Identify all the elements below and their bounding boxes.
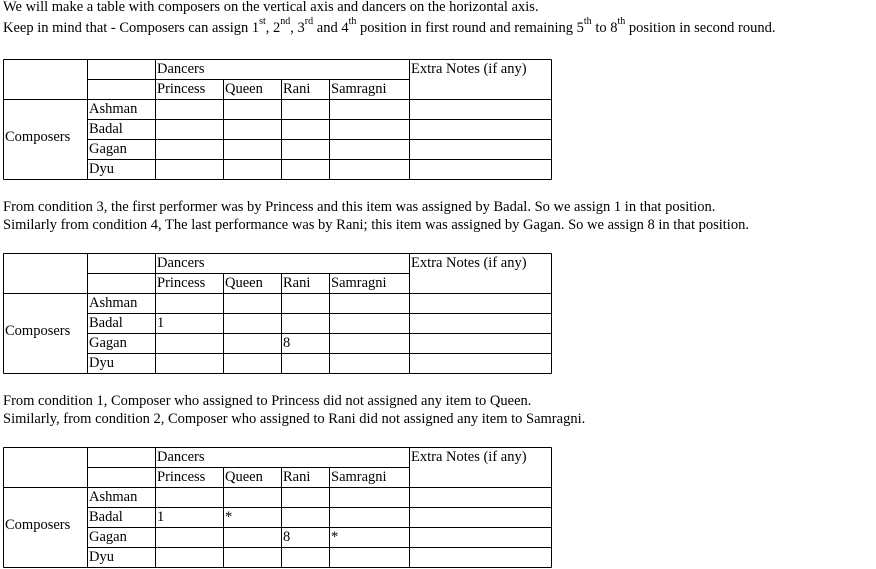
cell-badal-princess: 1 [157,315,165,331]
composers-label: Composers [5,129,71,145]
dancer-princess: Princess [157,275,206,291]
composer-ashman: Ashman [89,489,138,505]
composer-ashman: Ashman [89,101,138,117]
para-3-line-1: From condition 1, Composer who assigned to Princess did not assigned any item to Queen. [3,393,532,409]
dancer-rani: Rani [283,469,311,485]
composer-ashman: Ashman [89,295,138,311]
composers-label: Composers [5,517,71,533]
intro-line-2-a: Keep in mind that - Composers can assign 1 [3,20,260,36]
sup-th-3: th [617,16,626,27]
table-grid-lines [3,59,553,181]
sup-st: st [259,16,266,27]
composer-dyu: Dyu [89,161,114,177]
sup-th-1: th [348,16,357,27]
sup-rd: rd [304,16,314,27]
dancer-princess: Princess [157,81,206,97]
table-grid-lines [3,447,553,569]
composer-badal: Badal [89,315,123,331]
intro-line-2-f: to 8 [591,20,618,36]
composer-gagan: Gagan [89,141,127,157]
dancers-header: Dancers [157,61,205,77]
intro-line-2-b: , 2 [265,20,281,36]
dancer-rani: Rani [283,81,311,97]
sup-th-2: th [583,16,592,27]
intro-line-2 [3,16,776,36]
dancer-rani: Rani [283,275,311,291]
dancer-queen: Queen [225,81,263,97]
cell-gagan-samragni: * [331,529,339,545]
dancer-samragni: Samragni [331,469,387,485]
composer-badal: Badal [89,121,123,137]
table-grid-lines [3,253,553,375]
para-2-line-2: Similarly from condition 4, The last performance was by Rani; this item was assigned by Gagan. So we assign 8 in that position. [3,217,749,233]
cell-gagan-rani: 8 [283,335,291,351]
dancer-samragni: Samragni [331,81,387,97]
composers-label: Composers [5,323,71,339]
composer-gagan: Gagan [89,335,127,351]
intro-line-2-g: position in second round. [625,20,776,36]
cell-gagan-rani: 8 [283,529,291,545]
dancer-queen: Queen [225,275,263,291]
composer-dyu: Dyu [89,549,114,565]
extra-notes-header: Extra Notes (if any) [411,61,527,77]
intro-line-2-d: and 4 [313,20,349,36]
table-2 [3,253,551,373]
table-3 [3,447,551,567]
sup-nd: nd [280,16,291,27]
dancers-header: Dancers [157,449,205,465]
para-2-line-1: From condition 3, the first performer was by Princess and this item was assigned by Badal. So we assign 1 in that position. [3,199,716,215]
dancer-queen: Queen [225,469,263,485]
intro-line-1: We will make a table with composers on the vertical axis and dancers on the horizontal axis. [3,0,539,15]
para-3-line-2: Similarly, from condition 2, Composer who assigned to Rani did not assigned any item to Samragni. [3,411,586,427]
composer-badal: Badal [89,509,123,525]
cell-badal-princess: 1 [157,509,165,525]
dancer-samragni: Samragni [331,275,387,291]
cell-badal-queen: * [225,509,233,525]
table-1 [3,59,551,179]
dancer-princess: Princess [157,469,206,485]
intro-line-2-e: position in first round and remaining 5 [356,20,584,36]
extra-notes-header: Extra Notes (if any) [411,449,527,465]
intro-line-2-c: , 3 [290,20,305,36]
extra-notes-header: Extra Notes (if any) [411,255,527,271]
composer-gagan: Gagan [89,529,127,545]
composer-dyu: Dyu [89,355,114,371]
dancers-header: Dancers [157,255,205,271]
